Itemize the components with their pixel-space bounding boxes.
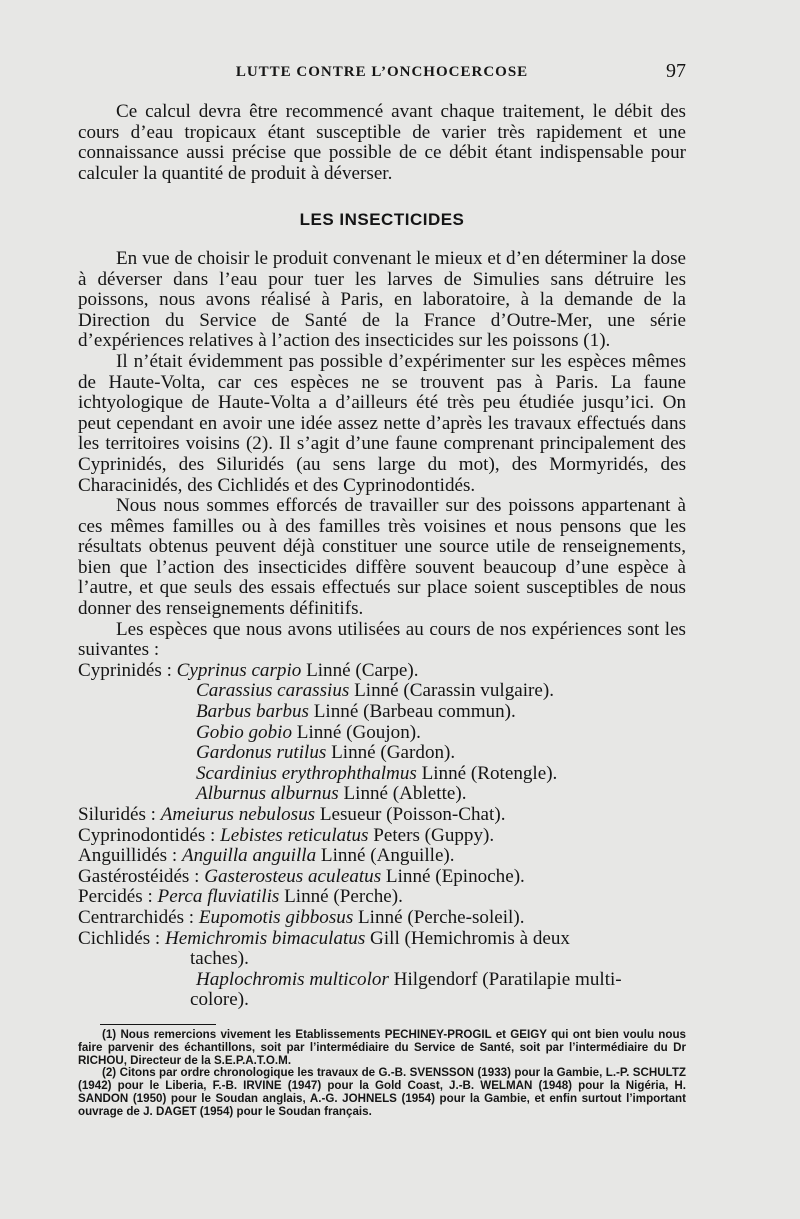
footnotes xyxy=(78,1029,686,1119)
species-list xyxy=(78,661,686,1011)
section-title: LES INSECTICIDES xyxy=(299,210,465,230)
species-family: Cichlidés : xyxy=(78,927,165,949)
species-name: Gobio gobio xyxy=(196,721,293,743)
species-name: Carassius carassius xyxy=(196,680,350,702)
species-name: Scardinius erythrophthalmus xyxy=(196,762,417,784)
species-family: Cyprinodontidés : xyxy=(78,824,221,846)
species-family: Centrarchidés : xyxy=(78,906,199,928)
species-name: Haplochromis multicolor xyxy=(196,968,389,990)
species-entry xyxy=(78,887,686,908)
species-name: Perca fluviatilis xyxy=(157,886,280,908)
species-authority: Linné (Carassin vulgaire). xyxy=(349,680,554,702)
species-name: Cyprinus carpio xyxy=(176,659,302,681)
species-authority: Linné (Ablette). xyxy=(338,783,467,805)
intro-paragraph: Ce calcul devra être recommencé avant chaque traitement, le débit des cours d’eau tropicaux étant susceptible de varier très rapidement et une connaissance aussi précise que possible de ce débit étant indispensable pour calculer la quantité de produit à déverser. xyxy=(78,101,686,184)
species-entry xyxy=(78,784,686,805)
species-entry xyxy=(78,681,686,702)
species-authority: Gill (Hemichromis à deux xyxy=(365,927,570,949)
footnote: (1) Nous remercions vivement les Etablissements PECHINEY-PROGIL et GEIGY qui ont bien voulu nous faire parvenir des échantillons, soit par l’intermédiaire du Service de Santé, soit par l’intermédiaire du Dr RICHOU, Directeur de la S.E.P.A.T.O.M. xyxy=(78,1027,686,1067)
species-family: Cyprinidés : xyxy=(78,659,177,681)
species-name: Gasterosteus aculeatus xyxy=(204,865,382,887)
species-entry xyxy=(78,867,686,888)
species-entry xyxy=(78,826,686,847)
species-name: Lebistes reticulatus xyxy=(220,824,369,846)
species-authority: Linné (Gardon). xyxy=(326,742,456,764)
footnote-separator xyxy=(100,1024,216,1025)
species-authority: Linné (Perche-soleil). xyxy=(353,906,525,928)
species-entry xyxy=(78,846,686,867)
species-authority: Linné (Rotengle). xyxy=(416,762,558,784)
species-authority: Linné (Barbeau commun). xyxy=(309,701,516,723)
species-name: Ameiurus nebulosus xyxy=(160,804,316,825)
paragraph: En vue de choisir le produit convenant le mieux et d’en déterminer la dose à déverser dans l’eau pour tuer les larves de Simulies sans détruire les poissons, nous avons réalisé à Paris, en laboratoire, à la demande de la Direction du Service de Santé de la France d’Outre-Mer, une série d’expériences relatives à l’action des insecticides sur les poissons (1). xyxy=(78,247,686,352)
paragraph: Nous nous sommes efforcés de travailler sur des poissons appartenant à ces mêmes familles ou à des familles très voisines et nous pensons que les résultats obtenus peuvent déjà constituer une source utile de renseignements, bien que l’action des insecticides diffère souvent beaucoup d’une espèce à l’autre, et que seuls des essais effectués sur place soient susceptibles de nous donner des renseignements définitifs. xyxy=(78,495,686,620)
species-name: Alburnus alburnus xyxy=(196,783,339,805)
species-family: Siluridés : xyxy=(78,804,161,825)
species-entry-continuation: taches). xyxy=(190,948,249,970)
species-entry-continuation: colore). xyxy=(190,989,249,1011)
species-authority: Hilgendorf (Paratilapie multi- xyxy=(388,968,622,990)
species-authority: Peters (Guppy). xyxy=(368,824,495,846)
paragraph: Il n’était évidemment pas possible d’expérimenter sur les espèces mêmes de Haute-Volta, car ces espèces ne se trouvent pas à Paris. La faune ichtyologique de Haute-Volta a d’ailleurs été très peu étudiée jusqu’ici. On peut cependant en avoir une idée assez nette d’après les travaux effectués dans les territoires voisins (2). Il s’agit d’une faune comprenant principalement des Cyprinidés, des Siluridés (au sens large du mot), des Mormyridés, des Characinidés, des Cichlidés et des Cyprinodontidés. xyxy=(78,350,686,496)
species-entry xyxy=(78,764,686,785)
species-entry xyxy=(78,661,686,682)
species-entry xyxy=(78,970,686,991)
footnote: (2) Citons par ordre chronologique les travaux de G.-B. SVENSSON (1933) pour la Gambie, L.-P. SCHULTZ (1942) pour le Liberia, F.-B. IRVINE (1947) pour la Gold Coast, J.-B. WELMAN (1948) pour la Nigéria, H. SANDON (1950) pour le Soudan anglais, A.-G. JOHNELS (1954) pour la Gambie, et enfin surtout l’important ouvrage de J. DAGET (1954) pour le Soudan français. xyxy=(78,1066,686,1118)
species-family: Percidés : xyxy=(78,886,158,908)
species-entry xyxy=(78,743,686,764)
species-name: Barbus barbus xyxy=(196,701,309,723)
species-authority: Linné (Carpe). xyxy=(301,659,419,681)
species-authority: Linné (Goujon). xyxy=(292,721,421,743)
running-head: LUTTE CONTRE L’ONCHOCERCOSE xyxy=(235,64,529,80)
species-entry xyxy=(78,929,686,950)
species-entry xyxy=(78,723,686,744)
species-authority: Linné (Epinoche). xyxy=(381,865,525,887)
species-name: Eupomotis gibbosus xyxy=(198,906,354,928)
species-name: Anguilla anguilla xyxy=(181,845,317,867)
species-family: Gastérostéidés : xyxy=(78,865,205,887)
page-number: 97 xyxy=(666,60,686,82)
species-authority: Linné (Perche). xyxy=(279,886,403,908)
species-entry xyxy=(78,805,686,826)
species-name: Gardonus rutilus xyxy=(196,742,327,764)
species-name: Hemichromis bimaculatus xyxy=(164,927,366,949)
page-header xyxy=(78,60,686,88)
paragraph: Les espèces que nous avons utilisées au cours de nos expériences sont les suivantes : xyxy=(78,618,686,661)
species-entry xyxy=(78,702,686,723)
species-entry xyxy=(78,908,686,929)
species-authority: Linné (Anguille). xyxy=(316,845,455,867)
species-authority: Lesueur (Poisson-Chat). xyxy=(315,804,506,825)
species-family: Anguillidés : xyxy=(78,845,182,867)
page-body xyxy=(78,102,686,1119)
